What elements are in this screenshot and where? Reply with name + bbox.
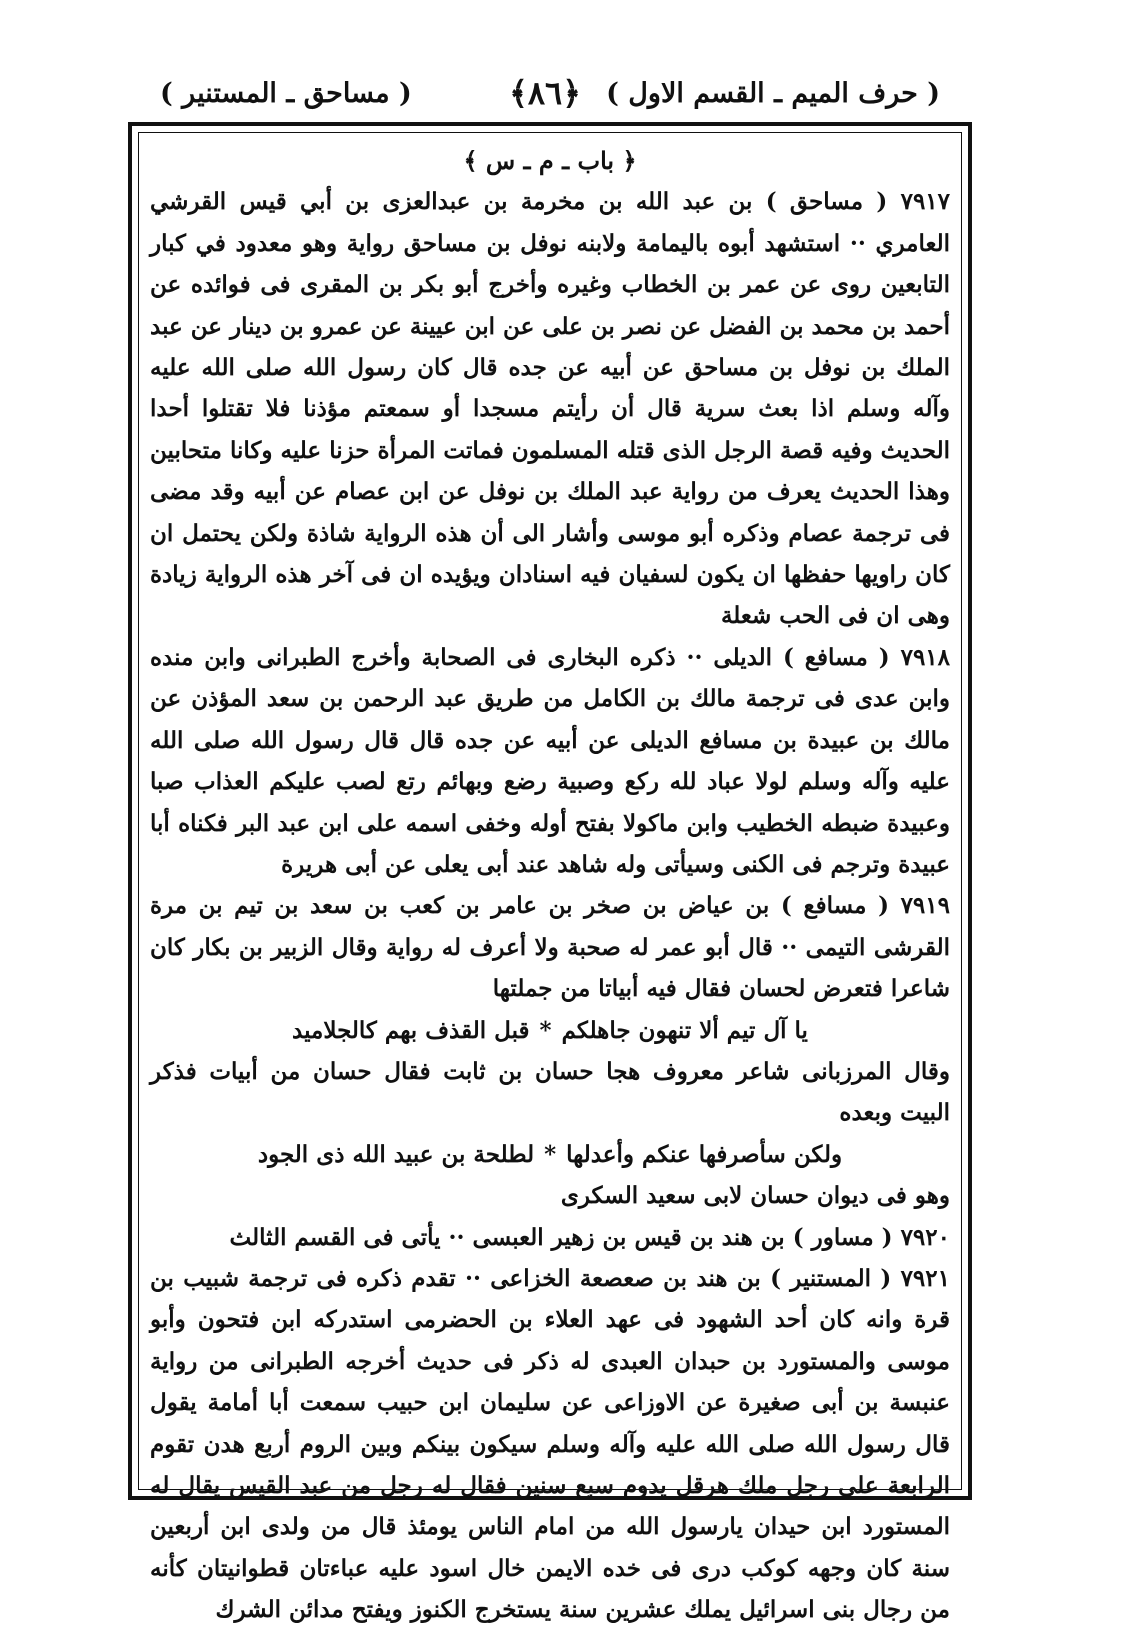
entry-number: ٧٩٢٠ [900, 1223, 950, 1251]
header-section-title: ( حرف الميم ـ القسم الاول ) [606, 78, 940, 109]
entry-number: ٧٩١٩ [900, 892, 950, 920]
page-header [150, 70, 940, 120]
page-number: ﴿٨٦﴾ [509, 74, 581, 112]
verse-hemistich-1: ولكن سأصرفها عنكم وأعدلها [566, 1140, 843, 1168]
verse-separator-icon: * [539, 1016, 552, 1044]
entry-name: ( مساحق ) [765, 188, 888, 216]
poem-commentary: وقال المرزبانى شاعر معروف هجا حسان بن ثابت فقال حسان من أبيات فذكر البيت وبعده [150, 1057, 950, 1127]
entry-text: بن عياض بن صخر بن عامر بن كعب بن سعد بن تيم بن مرة القرشى التيمى ·· قال أبو عمر له صحبة ولا أعرف له رواية وقال الزبير بن بكار كان شاعرا فتعرض لحسان فقال فيه أبياتا من جملتها [150, 892, 950, 1003]
entry-7917 [150, 181, 950, 636]
entry-name: ( المستنير ) [770, 1264, 892, 1292]
page-body [150, 140, 950, 1631]
poem-source-note: وهو فى ديوان حسان لابى سعيد السكرى [560, 1182, 950, 1210]
entry-7918 [150, 637, 950, 885]
verse-hemistich-2: لطلحة بن عبيد الله ذى الجود [257, 1140, 535, 1168]
poem-verse-1 [150, 1010, 950, 1051]
entry-text: بن هند بن قيس بن زهير العبسى ·· يأتى فى القسم الثالث [229, 1223, 785, 1251]
entry-7920 [150, 1217, 950, 1258]
entry-text: الديلى ·· ذكره البخارى فى الصحابة وأخرج الطبرانى وابن منده وابن عدى فى ترجمة مالك بن الكامل من طريق عبد الرحمن بن سعد المؤذن عن مالك بن عبيدة بن مسافع الديلى عن أبيه عن جده قال قال رسول الله صلى الله عليه وآله وسلم لولا عباد لله ركع وصبية رضع وبهائم رتع لصب عليكم العذاب صبا وعبيدة ضبطه الخطيب وابن ماكولا بفتح أوله وخفى اسمه على ابن عبد البر فكناه أبا عبيدة وترجم فى الكنى وسيأتى وله شاهد عند أبى يعلى عن أبى هريرة [150, 643, 950, 878]
entry-number: ٧٩١٧ [900, 188, 951, 216]
entry-number: ٧٩١٨ [900, 643, 951, 671]
entry-number: ٧٩٢١ [900, 1264, 950, 1292]
entry-text: بن هند بن صعصعة الخزاعى ·· تقدم ذكره فى ترجمة شبيب بن قرة وانه كان أحد الشهود فى عهد العلاء بن الحضرمى استدركه ابن فتحون وأبو موسى والمستورد بن حبدان العبدى له ذكر فى حديث أخرجه الطبرانى من رواية عنبسة بن أبى صغيرة عن الاوزاعى عن سليمان ابن حبيب سمعت أبا أمامة يقول قال رسول الله صلى الله عليه وآله وسلم سيكون بينكم وبين الروم أربع هدن تقوم الرابعة على رجل ملك هرقل يدوم سبع سنين فقال له رجل من عبد القيس يقال له المستورد ابن حيدان يارسول الله من امام الناس يومئذ قال من ولدى ابن أربعين سنة كان وجهه كوكب درى فى خده الايمن خال اسود عليه عباءتان قطوانيتان كأنه من رجال بنى اسرائيل يملك عشرين سنة يستخرج الكنوز ويفتح مدائن الشرك [150, 1264, 950, 1624]
entry-7921 [150, 1258, 950, 1631]
verse-hemistich-1: يا آل تيم ألا تنهون جاهلكم [561, 1016, 808, 1044]
entry-name: ( مسافع ) [780, 892, 889, 920]
verse-separator-icon: * [544, 1140, 557, 1168]
entry-name: ( مسافع ) [783, 643, 890, 671]
header-entry-range: ( مساحق ـ المستنير ) [160, 78, 412, 109]
poem-verse-2 [150, 1134, 950, 1175]
verse-hemistich-2: قبل القذف بهم كالجلاميد [292, 1016, 530, 1044]
entry-7919 [150, 885, 950, 1009]
entry-text: بن عبد الله بن مخرمة بن عبدالعزى بن أبي قيس القرشي العامري ·· استشهد أبوه باليمامة ولابنه نوفل بن مساحق رواية وهو معدود في كبار التابعين روى عن عمر بن الخطاب وغيره وأخرج أبو بكر بن المقرى فى فوائده عن أحمد بن محمد بن الفضل عن نصر بن على عن ابن عيينة عن عمرو بن دينار عن عبد الملك بن نوفل بن مساحق عن أبيه عن جده قال كان رسول الله صلى الله عليه وآله وسلم اذا بعث سرية قال أن رأيتم مسجدا أو سمعتم مؤذنا فلا تقتلوا أحدا الحديث وفيه قصة الرجل الذى قتله المسلمون فماتت المرأة حزنا عليه وكانا متحابين وهذا الحديث يعرف من رواية عبد الملك بن نوفل عن ابن عصام عن أبيه وقد مضى فى ترجمة عصام وذكره أبو موسى وأشار الى أن هذه الرواية شاذة ولكن يحتمل ان كان راويها حفظها ان يكون لسفيان فيه اسنادان ويؤيده ان فى آخر هذه الرواية زيادة وهى ان فى الحب شعلة [150, 188, 950, 630]
entry-name: ( مساور ) [792, 1223, 893, 1251]
chapter-heading: ﴿ باب ـ م ـ س ﴾ [463, 146, 637, 175]
